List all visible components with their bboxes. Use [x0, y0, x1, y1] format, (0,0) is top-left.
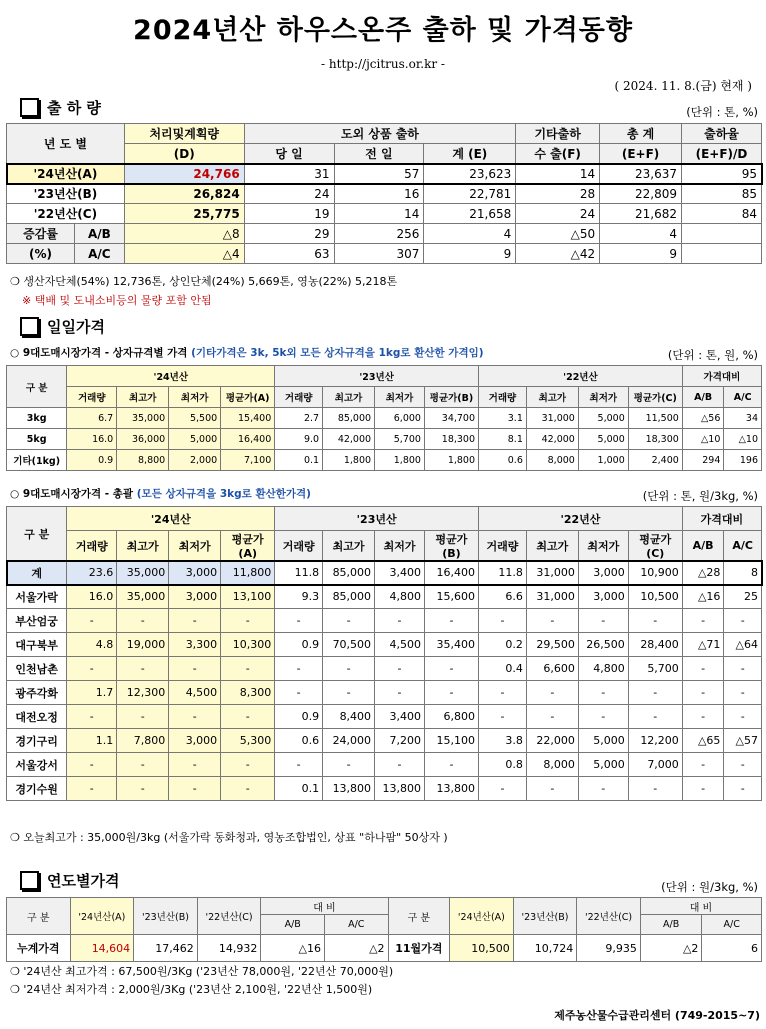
- table-row: '23년산(B) 26,824 24 16 22,781 28 22,809 85: [7, 184, 762, 204]
- note-season-high: ❍ '24년산 최고가격 : 67,500원/3Kg ('23년산 78,000원, '22년산 70,000원): [10, 965, 394, 978]
- checkbox-square-icon: [20, 98, 39, 117]
- table-row: 경기구리 1.1 7,800 3,000 5,300 0.6 24,000 7,200 15,100 3.8 22,000 5,000 12,200 △65 △57: [7, 729, 762, 753]
- unit-label: (단위 : 톤, %): [686, 105, 758, 119]
- report-date: ( 2024. 11. 8.(금) 현재 ): [614, 79, 752, 93]
- header-out: 도외 상품 출하: [244, 124, 516, 144]
- yearly-price-table: 구 분 '24년산(A) '23년산(B) '22년산(C) 대 비 구 분 '24년산(A) '23년산(B) '22년산(C) 대 비 A/B A/C A/B A/C 누계가격 14,604 17,462 14,932 △16 △2 11월가격 10,500 10,724 9,935 △2 6: [6, 897, 762, 962]
- site-url[interactable]: - http://jcitrus.or.kr -: [321, 57, 445, 71]
- section-title: 일일가격: [47, 318, 105, 336]
- table-row: 대전오정 - - - - 0.9 8,400 3,400 6,800 - - - - - -: [7, 705, 762, 729]
- header-proc-d: (D): [124, 144, 244, 164]
- note-season-low: ❍ '24년산 최저가격 : 2,000원/3Kg ('23년산 2,100원, '22년산 1,500원): [10, 983, 373, 996]
- header-efd: (E+F)/D: [682, 144, 762, 164]
- footer-center: 제주농산물수급관리센터 (749-2015~7): [554, 1009, 760, 1022]
- unit-label: (단위 : 톤, 원/3kg, %): [642, 489, 758, 503]
- section-title: 출 하 량: [47, 99, 101, 117]
- header-today: 당 일: [244, 144, 334, 164]
- section-shipment-header: [20, 97, 101, 118]
- note-producers: ❍ 생산자단체(54%) 12,736톤, 상인단체(24%) 5,669톤, 영농(22%) 5,218톤: [10, 275, 398, 288]
- header-other: 기타출하: [516, 124, 600, 144]
- table-row: '22년산(C) 25,775 19 14 21,658 24 21,682 84: [7, 204, 762, 224]
- note-excluded: ※ 택배 및 도내소비등의 물량 포함 안됨: [22, 294, 212, 307]
- unit-label: (단위 : 원/3kg, %): [661, 880, 758, 894]
- header-sum: 계 (E): [424, 144, 516, 164]
- shipment-table: [6, 123, 762, 264]
- table-row: 광주각화 1.7 12,300 4,500 8,300 - - - - - - - - - -: [7, 681, 762, 705]
- table-row: 인천남촌 - - - - - - - - 0.4 6,600 4,800 5,700 - -: [7, 657, 762, 681]
- box-spec-price-table: 구 분 '24년산 '23년산 '22년산 가격대비 거래량 최고가 최저가 평균가(A) 거래량 최고가 최저가 평균가(B) 거래량 최고가 최저가 평균가(C) A/B A/C 3kg 6.7 35,000 5,500 15,400 2.7 85,000 6,000 34,700 3.1 31,000 5,000 11,500 △56 34 5kg 16.0 36,000 5,000 16,400 9.0 42,000 5,700 18,300 8.1 42,000 5,000 18,300 △10 △10 기타(1kg) 0.9 8,800 2,000 7,100 0.1 1,800 1,800 1,800 0.6 8,000 1,000 2,400 294 196: [6, 365, 762, 471]
- note-today-high: ❍ 오늘최고가 : 35,000원/3kg (서울가락 동화청과, 영농조합법인, 상표 "하나팜" 50상자 ): [10, 831, 448, 844]
- header-year: 년 도 별: [7, 124, 125, 164]
- table-row: '24년산(A) 24,766 31 57 23,623 14 23,637 95: [7, 164, 762, 184]
- table-row: 증감률 A/B △8 29 256 4 △50 4: [7, 224, 762, 244]
- table-row: 부산엄궁 - - - - - - - - - - - - - -: [7, 609, 762, 633]
- header-ef: (E+F): [600, 144, 682, 164]
- subtitle-box-spec: ○ 9대도매시장가격 - 상자규격별 가격 (기타가격은 3k, 5k외 모든 상자규격을 1kg로 환산한 가격임): [10, 347, 484, 359]
- table-row: 서울강서 - - - - - - - - 0.8 8,000 5,000 7,000 - -: [7, 753, 762, 777]
- table-row: 기타(1kg) 0.9 8,800 2,000 7,100 0.1 1,800 1,800 1,800 0.6 8,000 1,000 2,400 294 196: [7, 450, 762, 471]
- header-export: 수 출(F): [516, 144, 600, 164]
- table-row: (%) A/C △4 63 307 9 △42 9: [7, 244, 762, 264]
- header-ratio: 출하율: [682, 124, 762, 144]
- section-daily-header: [20, 316, 105, 337]
- table-row: 3kg 6.7 35,000 5,500 15,400 2.7 85,000 6,000 34,700 3.1 31,000 5,000 11,500 △56 34: [7, 408, 762, 429]
- checkbox-square-icon: [20, 317, 39, 336]
- header-proc: 처리및계획량: [124, 124, 244, 144]
- header-total: 총 계: [600, 124, 682, 144]
- table-row: 계 23.6 35,000 3,000 11,800 11.8 85,000 3,400 16,400 11.8 31,000 3,000 10,900 △28 8: [7, 561, 762, 585]
- unit-label: (단위 : 톤, 원, %): [667, 348, 758, 362]
- subtitle-summary: ○ 9대도매시장가격 - 총괄 (모든 상자규격을 3kg로 환산한가격): [10, 488, 311, 500]
- summary-price-table: 구 분 '24년산 '23년산 '22년산 가격대비 거래량 최고가 최저가 평균가(A) 거래량 최고가 최저가 평균가(B) 거래량 최고가 최저가 평균가(C) A/B A/C 계 23.6 35,000 3,000 11,800 11.8 85,000 3,400 16,400 11.8 31,000 3,000 10,900 △28 8 서울가락 16.0 35,000 3,000 13,100 9.3 85,000 4,800 15,600 6.6 31,000 3,000 10,500 △16 25 부산엄궁 - - - - - - - - - - - - - - 대구북부 4.8 19,000 3,300 10,300 0.9 70,500 4,500 35,400 0.2 29,500 26,500 28,400 △71 △64 인천남촌 - - - - - - - - 0.4 6,600 4,800 5,700 - - 광주각화 1.7 12,300 4,500 8,300 - - - - - - - - - - 대전오정 - - - - 0.9 8,400 3,400 6,800 - - - - - - 경기구리 1.1 7,800 3,000 5,300 0.6 24,000 7,200 15,100 3.8 22,000 5,000 12,200 △65 △57 서울강서 - - - - - - - - 0.8 8,000 5,000 7,000 - - 경기수원 - - - - 0.1 13,800 13,800 13,800 - - - - - -: [6, 506, 762, 801]
- section-yearly-header: [20, 870, 119, 891]
- page-title: 2024년산 하우스온주 출하 및 가격동향: [133, 15, 633, 46]
- table-row: 대구북부 4.8 19,000 3,300 10,300 0.9 70,500 4,500 35,400 0.2 29,500 26,500 28,400 △71 △64: [7, 633, 762, 657]
- section-title: 연도별가격: [47, 872, 120, 890]
- table-row: 5kg 16.0 36,000 5,000 16,400 9.0 42,000 5,700 18,300 8.1 42,000 5,000 18,300 △10 △10: [7, 429, 762, 450]
- checkbox-square-icon: [20, 871, 39, 890]
- table-row: 누계가격 14,604 17,462 14,932 △16 △2 11월가격 10,500 10,724 9,935 △2 6: [7, 935, 762, 962]
- table-row: 경기수원 - - - - 0.1 13,800 13,800 13,800 - - - - - -: [7, 777, 762, 801]
- header-prev: 전 일: [334, 144, 424, 164]
- table-row: 서울가락 16.0 35,000 3,000 13,100 9.3 85,000 4,800 15,600 6.6 31,000 3,000 10,500 △16 25: [7, 585, 762, 609]
